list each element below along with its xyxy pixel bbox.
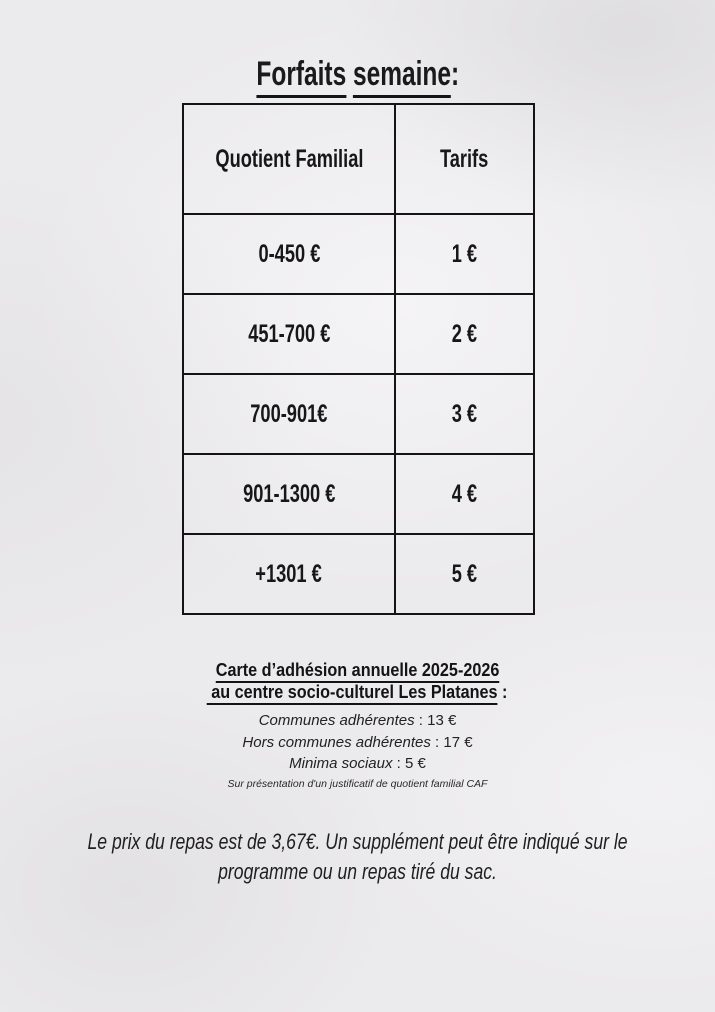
title-word-semaine: semaine	[353, 55, 451, 98]
membership-item-value: : 5 €	[392, 755, 426, 772]
table-row	[183, 454, 534, 534]
cell-tarif: 5 €	[395, 534, 534, 614]
membership-item	[0, 753, 715, 775]
cell-quotient: 0-450 €	[183, 214, 395, 294]
cell-quotient: 901-1300 €	[183, 454, 395, 534]
cell-quotient: 451-700 €	[183, 294, 395, 374]
membership-item	[0, 710, 715, 732]
meal-price-note	[0, 827, 715, 887]
page-title-text	[256, 55, 459, 94]
cell-quotient: +1301 €	[183, 534, 395, 614]
header-tarifs: Tarifs	[395, 104, 534, 214]
header-quotient-familial: Quotient Familial	[183, 104, 395, 214]
membership-heading-colon: :	[497, 682, 508, 702]
membership-footnote: Sur présentation d'un justificatif de quotient familial CAF	[227, 777, 488, 790]
page-title	[0, 55, 715, 94]
membership-item-label: Hors communes adhérentes	[242, 733, 431, 751]
table-row	[183, 294, 534, 374]
cell-tarif: 3 €	[395, 374, 534, 454]
membership-item-label: Communes adhérentes	[258, 712, 415, 729]
title-colon: :	[450, 55, 459, 93]
title-space	[346, 55, 353, 93]
membership-heading-line2-text: au centre socio-culturel Les Platanes	[207, 682, 498, 705]
tariff-table	[182, 103, 535, 615]
cell-tarif: 4 €	[395, 454, 534, 534]
membership-item-value: : 13 €	[414, 712, 457, 729]
cell-quotient: 700-901€	[183, 374, 395, 454]
table-row	[183, 534, 534, 614]
meal-note-line1: Le prix du repas est de 3,67€. Un supplément peut être indiqué sur le	[87, 829, 628, 854]
cell-tarif: 1 €	[395, 214, 534, 294]
membership-section	[0, 659, 715, 790]
membership-items	[0, 710, 715, 775]
membership-item-value: : 17 €	[430, 733, 473, 751]
membership-item	[0, 732, 715, 754]
table-row	[183, 214, 534, 294]
membership-heading-line2	[0, 681, 715, 703]
table-row	[183, 374, 534, 454]
membership-item-label: Minima sociaux	[289, 755, 393, 772]
title-word-forfaits: Forfaits	[256, 55, 346, 98]
membership-heading-line1	[0, 659, 715, 681]
membership-heading-line1-text: Carte d’adhésion annuelle 2025-2026	[216, 660, 500, 683]
cell-tarif: 2 €	[395, 294, 534, 374]
meal-note-line2: programme ou un repas tiré du sac.	[218, 859, 497, 884]
table-header-row	[183, 104, 534, 214]
